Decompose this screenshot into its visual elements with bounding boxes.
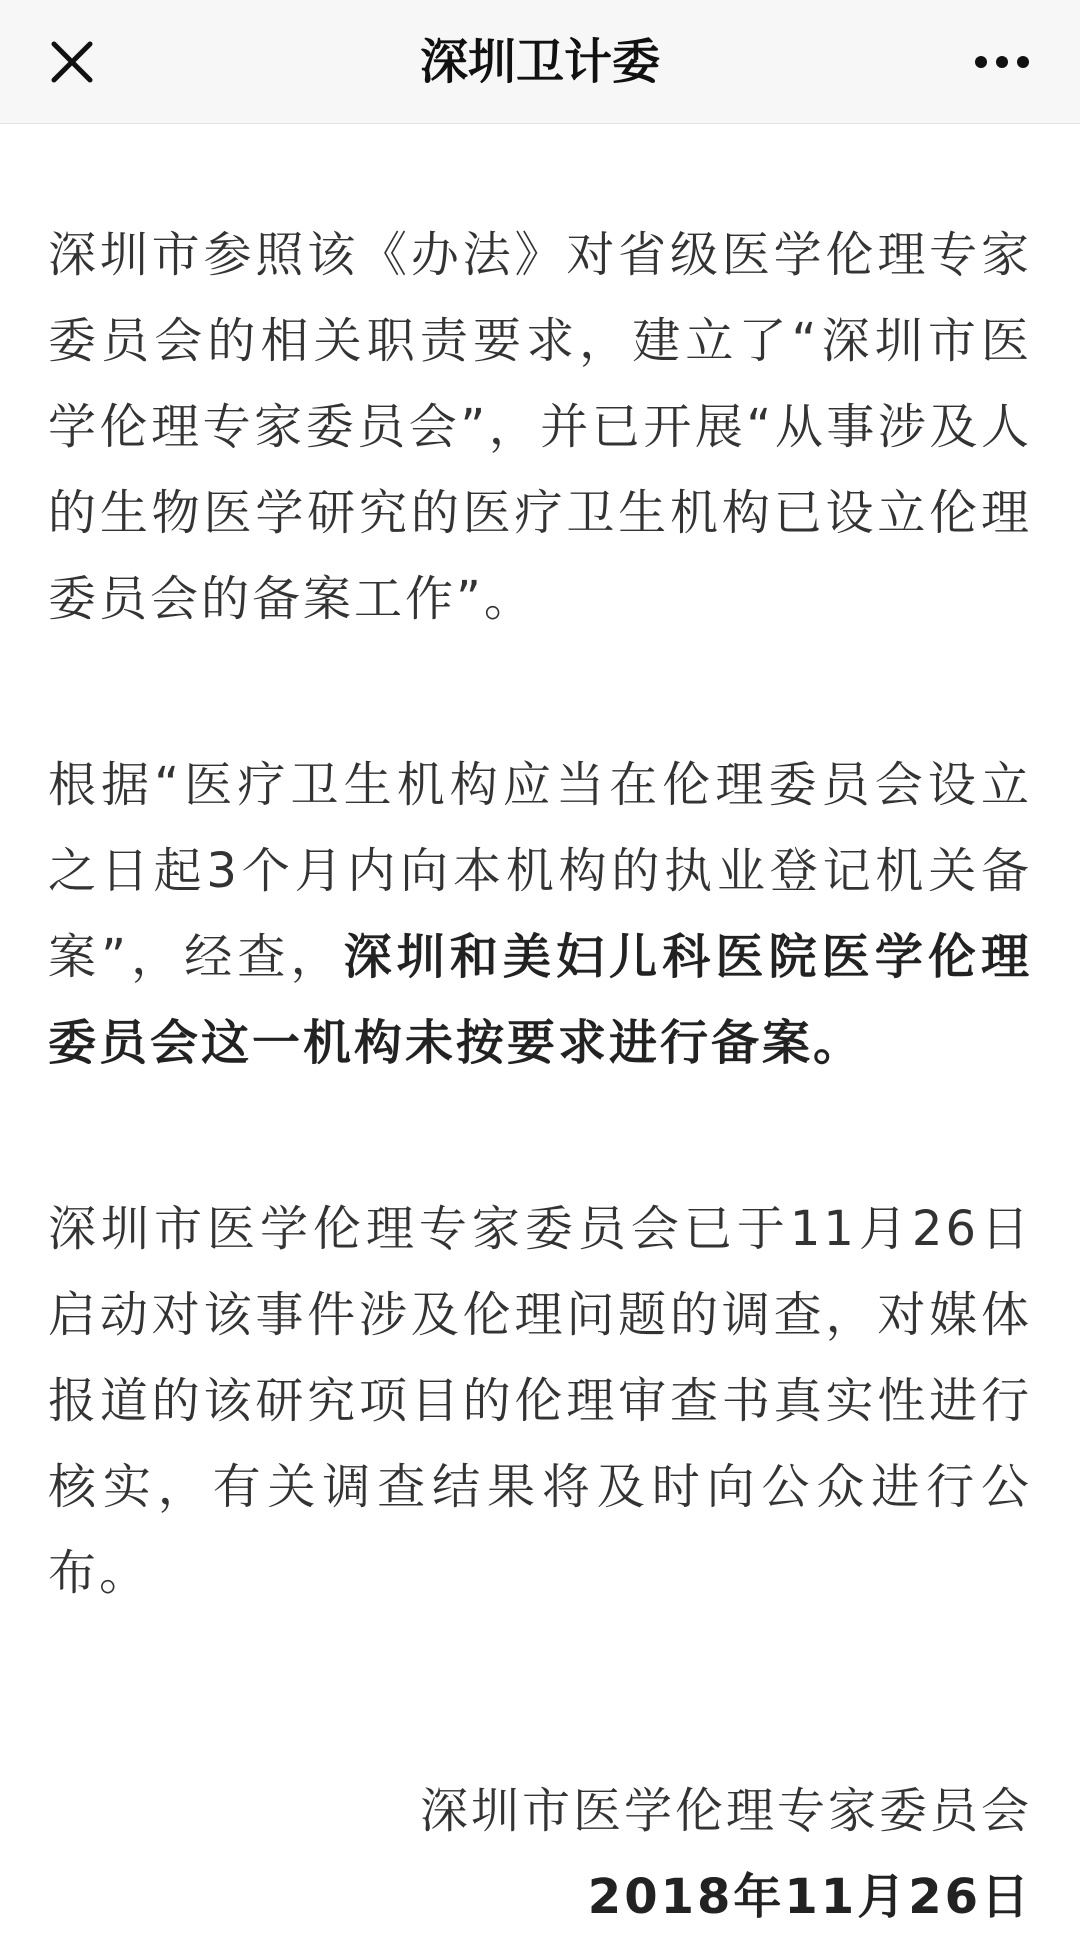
article-paragraph-3 — [48, 1186, 1032, 1616]
paragraph-bold-text: 深圳和美妇儿科医院医学伦理委员会这一机构未按要求进行备案。 — [48, 929, 1032, 1071]
more-horizontal-icon — [975, 56, 987, 68]
paragraph-spacer — [48, 642, 1032, 742]
close-button[interactable] — [28, 18, 116, 106]
article-paragraph-2 — [48, 742, 1032, 1086]
signature-date: 2018年11月26日 — [587, 1869, 1032, 1925]
signature-organization: 深圳市医学伦理专家委员会 — [419, 1783, 1032, 1839]
signature-block — [420, 1768, 1032, 1940]
close-icon — [48, 38, 96, 86]
paragraph-text: 深圳市医学伦理专家委员会已于11月26日启动对该事件涉及伦理问题的调查，对媒体报道的该研究项目的伦理审查书真实性进行核实，有关调查结果将及时向公众进行公布。 — [48, 1201, 1032, 1601]
navigation-bar — [0, 0, 1080, 124]
more-horizontal-icon — [996, 56, 1008, 68]
more-horizontal-icon — [1017, 56, 1029, 68]
page-title: 深圳卫计委 — [419, 34, 660, 90]
paragraph-text: 根据“医疗卫生机构应当在伦理委员会设立之日起3个月内向本机构的执业登记机关备案”，经查， — [48, 757, 1032, 985]
paragraph-spacer — [48, 1086, 1032, 1186]
article-body — [48, 212, 1032, 1616]
article-paragraph-1 — [48, 212, 1032, 642]
more-button[interactable] — [952, 18, 1052, 106]
paragraph-text: 深圳市参照该《办法》对省级医学伦理专家委员会的相关职责要求，建立了“深圳市医学伦理专家委员会”，并已开展“从事涉及人的生物医学研究的医疗卫生机构已设立伦理委员会的备案工作”。 — [48, 227, 1032, 627]
